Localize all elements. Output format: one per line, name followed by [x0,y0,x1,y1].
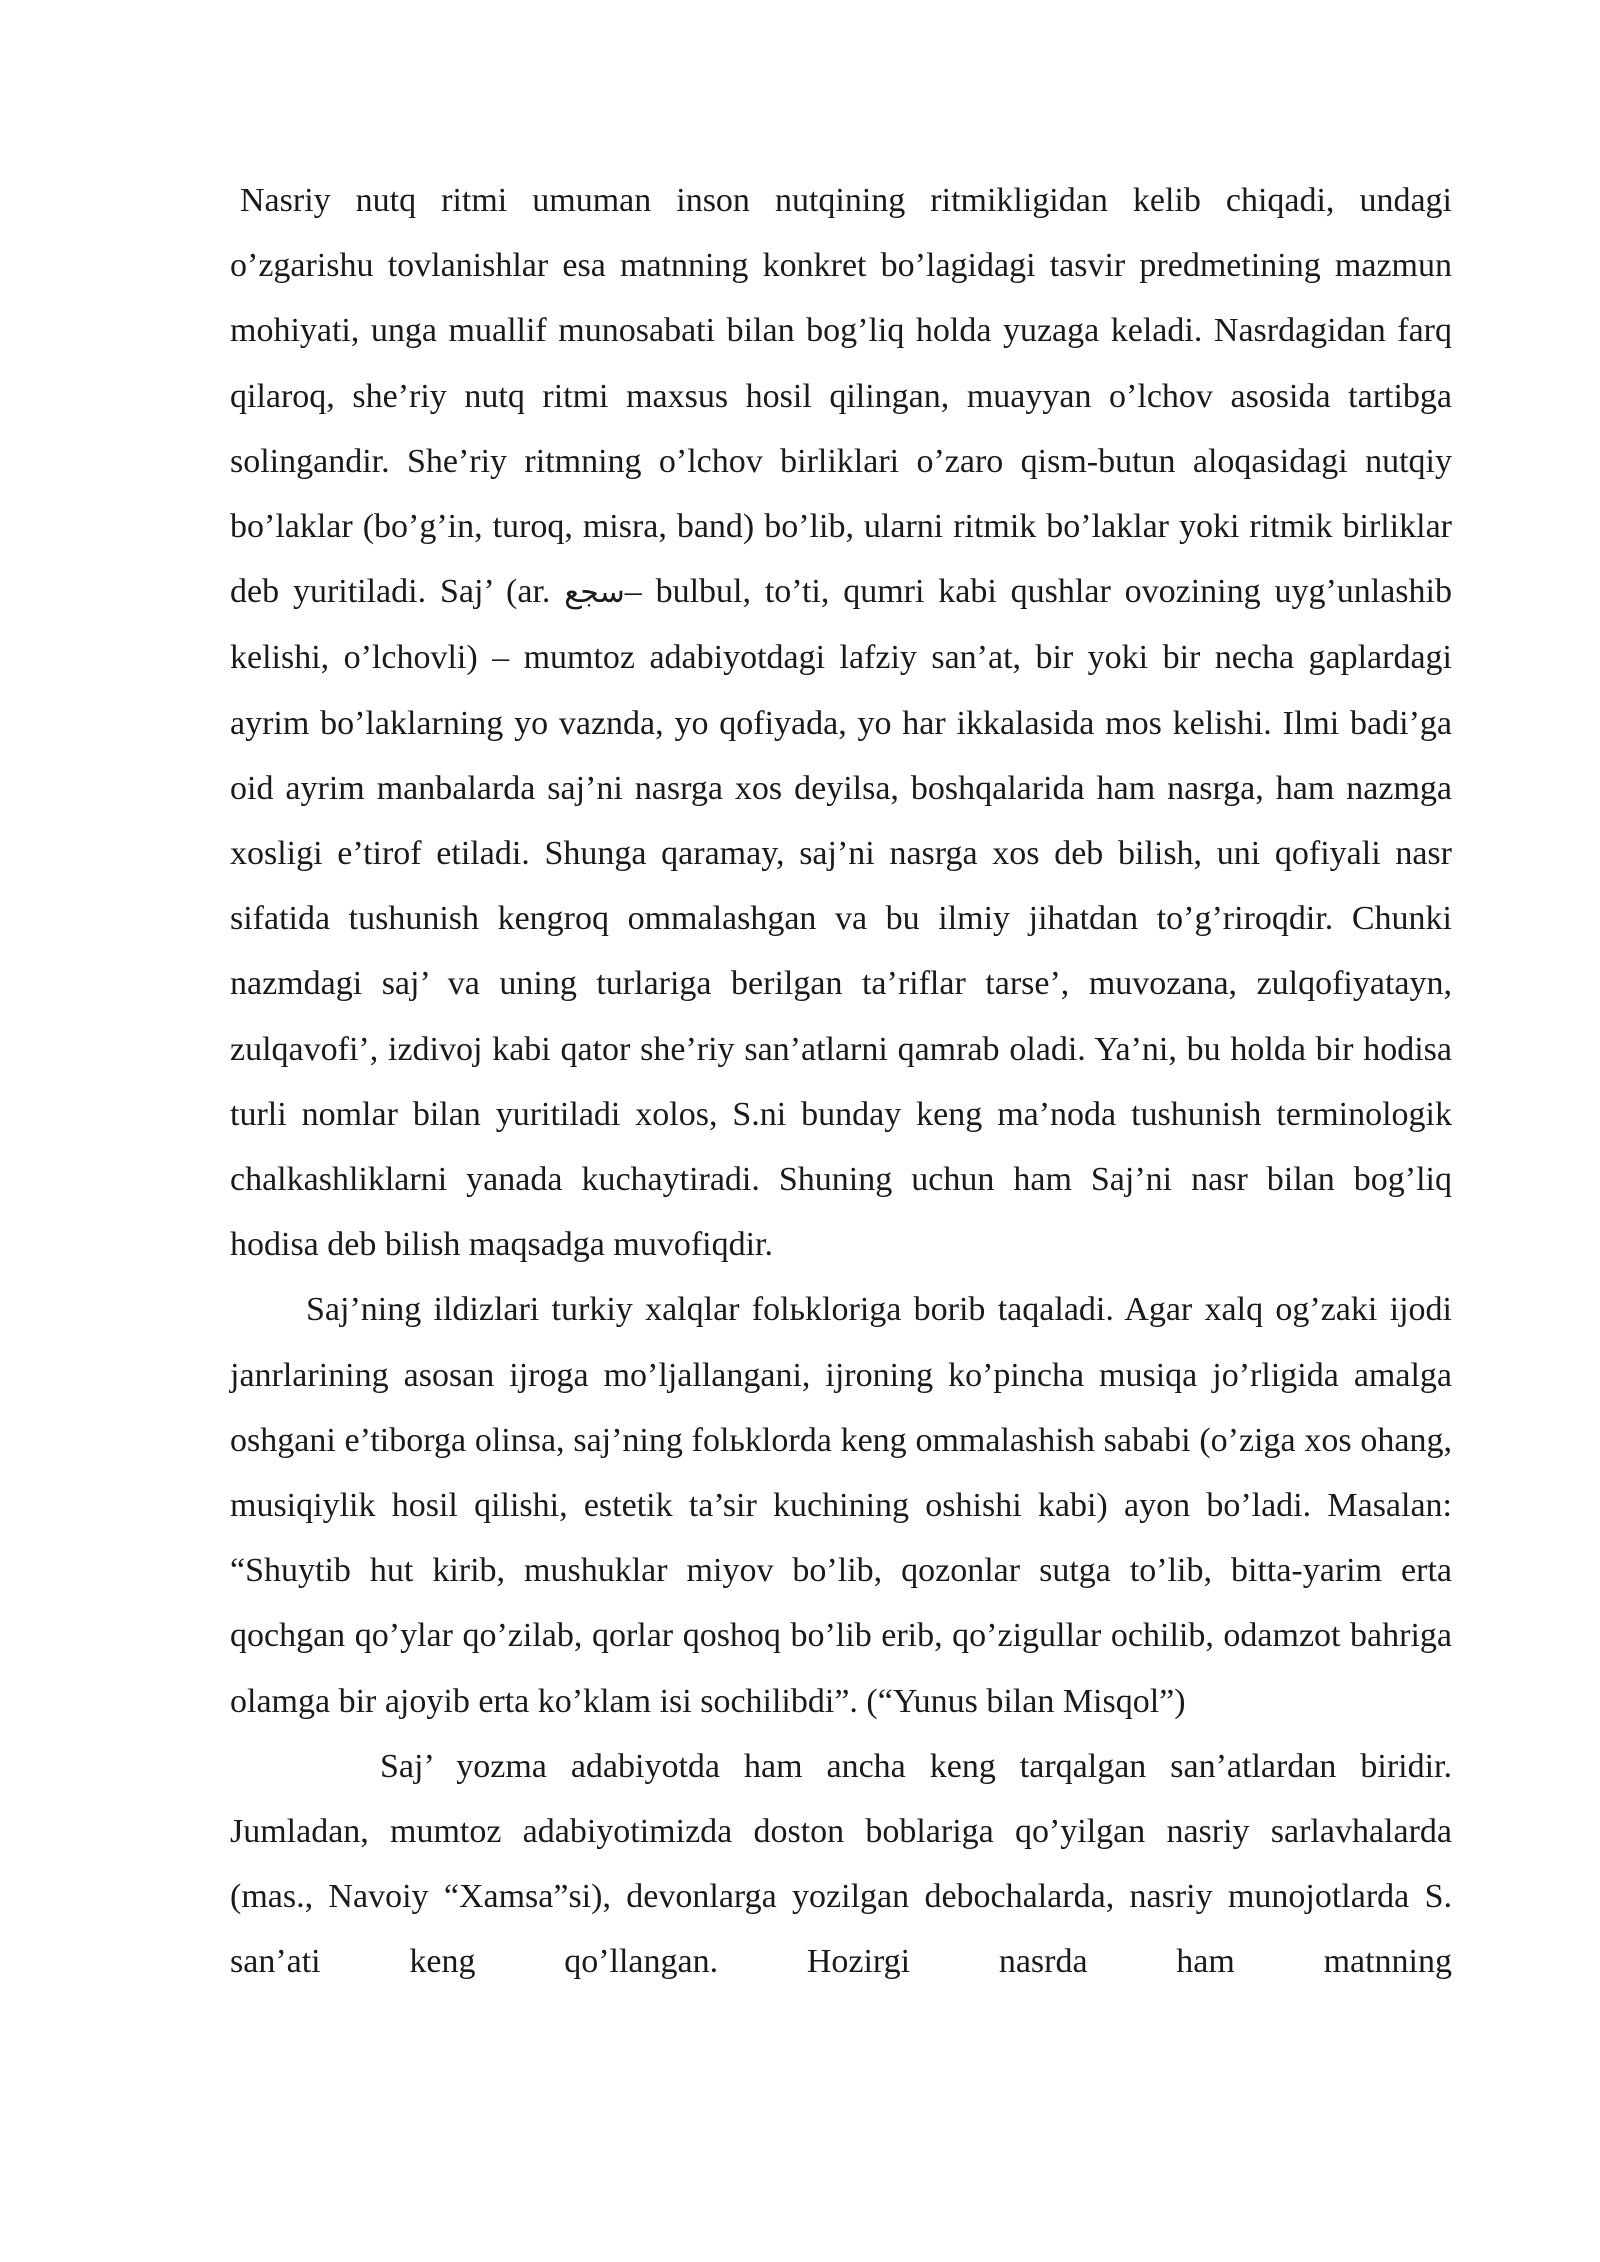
paragraph-3: Saj’ yozma adabiyotda ham ancha keng tarqalgan san’atlardan biridir. Jumladan, mumtoz adabiyotimizda doston boblariga qo’yilgan nasriy sarlavhalarda (mas., Navoiy “Xamsa”si), devonlarga yozilgan debochalarda, nasriy munojotlarda S. san’ati keng qo’llangan. Hozirgi nasrda ham matnning [230,1747,1452,1981]
paragraph-1-text-after: – bulbul, to’ti, qumri kabi qushlar ovozining uyg’unlashib kelishi, o’lchovli) – mumtoz adabiyotdagi lafziy san’at, bir yoki bir necha gaplardagi ayrim bo’laklarning yo vaznda, yo qofiyada, yo har ikkalasida mos kelishi. Ilmi badi’ga oid ayrim manbalarda saj’ni nasrga xos deyilsa, boshqalarida ham nasrga, ham nazmga xosligi e’tirof etiladi. Shunga qaramay, saj’ni nasrga xos deb bilish, uni qofiyali nasr sifatida tushunish kengroq ommalashgan va bu ilmiy jihatdan to’g’riroqdir. Chunki nazmdagi saj’ va uning turlariga berilgan ta’riflar tarse’, muvozana, zulqofiyatayn, zulqavofi’, izdivoj kabi qator she’riy san’atlarni qamrab oladi. Ya’ni, bu holda bir hodisa turli nomlar bilan yuritiladi xolos, S.ni bunday keng ma’noda tushunish terminologik chalkashliklarni yanada kuchaytiradi. Shuning uchun ham Saj’ni nasr bilan bog’liq hodisa deb bilish maqsadga muvofiqdir. [230,573,1452,1264]
paragraph-1-text-before: Nasriy nutq ritmi umuman inson nutqining ritmikligidan kelib chiqadi, undagi o’zgarishu tovlanishlar esa matnning konkret bo’lagidagi tasvir predmetining mazmun mohiyati, unga muallif munosabati bilan bog’liq holda yuzaga keladi. Nasrdagidan farq qilaroq, she’riy nutq ritmi maxsus hosil qilingan, muayyan o’lchov asosida tartibga solingandir. She’riy ritmning o’lchov birliklari o’zaro qism-butun aloqasidagi nutqiy bo’laklar (bo’g’in, turoq, misra, band) bo’lib, ularni ritmik bo’laklar yoki ritmik birliklar deb yuritiladi. Saj’ (ar. [230,182,1452,611]
arabic-term: سجع [564,575,625,611]
document-page [230,168,1452,1995]
paragraph-2: Saj’ning ildizlari turkiy xalqlar folьkloriga borib taqaladi. Agar xalq og’zaki ijodi janrlarining asosan ijroga mo’ljallangani, ijroning ko’pincha musiqa jo’rligida amalga oshgani e’tiborga olinsa, saj’ning folьklorda keng ommalashish sababi (o’ziga xos ohang, musiqiylik hosil qilishi, estetik ta’sir kuchining oshishi kabi) ayon bo’ladi. Masalan: “Shuytib hut kirib, mushuklar miyov bo’lib, qozonlar sutga to’lib, bitta-yarim erta qochgan qo’ylar qo’zilab, qorlar qoshoq bo’lib erib, qo’zigullar ochilib, odamzot bahriga olamga bir ajoyib erta ko’klam isi sochilibdi”. (“Yunus bilan Misqol”) [230,1291,1452,1720]
paragraph-1 [230,168,1452,1277]
